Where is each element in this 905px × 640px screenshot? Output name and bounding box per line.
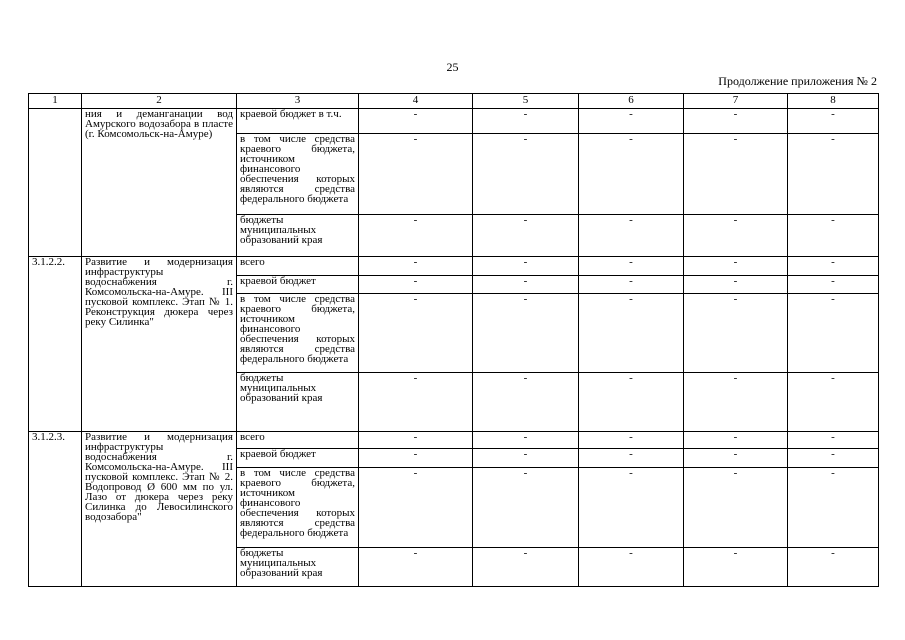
value-cell: - [684, 432, 788, 449]
value-cell: - [684, 548, 788, 587]
funding-source: краевой бюджет в т.ч. [237, 109, 359, 134]
value-cell: - [684, 215, 788, 257]
value-cell: - [359, 109, 473, 134]
table-row [29, 257, 879, 276]
column-header-row [29, 94, 879, 109]
value-cell: - [579, 373, 684, 432]
value-cell: - [579, 257, 684, 276]
item-description: Развитие и модернизация инфраструктуры водоснабжения г. Комсомольска-на-Амуре. III пусковой комплекс. Этап № 2. Водопровод Ø 600 мм по ул. Лазо от дюкера через реку Силинка до Левосилинского водозабора" [82, 432, 237, 587]
value-cell: - [788, 373, 879, 432]
page-number: 25 [446, 60, 459, 74]
value-cell: - [473, 276, 579, 294]
value-cell: - [788, 432, 879, 449]
value-cell: - [473, 257, 579, 276]
column-header: 1 [29, 94, 82, 109]
column-header: 7 [684, 94, 788, 109]
funding-source: бюджеты муниципальных образований края [237, 215, 359, 257]
column-header: 3 [237, 94, 359, 109]
value-cell: - [579, 449, 684, 468]
value-cell: - [359, 373, 473, 432]
value-cell: - [473, 109, 579, 134]
value-cell: - [359, 432, 473, 449]
column-header: 4 [359, 94, 473, 109]
value-cell: - [684, 468, 788, 548]
value-cell: - [579, 109, 684, 134]
funding-source: всего [237, 432, 359, 449]
value-cell: - [684, 257, 788, 276]
value-cell: - [788, 257, 879, 276]
value-cell: - [473, 294, 579, 373]
value-cell: - [788, 548, 879, 587]
value-cell: - [684, 276, 788, 294]
value-cell: - [359, 276, 473, 294]
item-number [29, 109, 82, 257]
value-cell: - [473, 432, 579, 449]
value-cell: - [684, 109, 788, 134]
value-cell: - [788, 294, 879, 373]
funding-source: всего [237, 257, 359, 276]
funding-source: бюджеты муниципальных образований края [237, 548, 359, 587]
column-header: 6 [579, 94, 684, 109]
continuation-label: Продолжение приложения № 2 [718, 74, 877, 88]
value-cell: - [359, 257, 473, 276]
value-cell: - [684, 449, 788, 468]
value-cell: - [359, 294, 473, 373]
value-cell: - [788, 449, 879, 468]
funding-source: бюджеты муниципальных образований края [237, 373, 359, 432]
value-cell: - [579, 468, 684, 548]
value-cell: - [788, 468, 879, 548]
item-number: 3.1.2.3. [29, 432, 82, 587]
funding-source: в том числе средства краевого бюджета, источником финансового обеспечения которых являются средства федерального бюджета [237, 468, 359, 548]
value-cell: - [359, 449, 473, 468]
value-cell: - [684, 373, 788, 432]
value-cell: - [579, 215, 684, 257]
value-cell: - [473, 548, 579, 587]
item-number: 3.1.2.2. [29, 257, 82, 432]
value-cell: - [473, 468, 579, 548]
value-cell: - [359, 215, 473, 257]
value-cell: - [788, 134, 879, 215]
value-cell: - [579, 276, 684, 294]
value-cell: - [579, 548, 684, 587]
table-row [29, 432, 879, 449]
value-cell: - [788, 109, 879, 134]
value-cell: - [473, 449, 579, 468]
funding-source: краевой бюджет [237, 449, 359, 468]
column-header: 5 [473, 94, 579, 109]
funding-source: краевой бюджет [237, 276, 359, 294]
value-cell: - [788, 215, 879, 257]
value-cell: - [579, 432, 684, 449]
item-description: Развитие и модернизация инфраструктуры водоснабжения г. Комсомольска-на-Амуре. III пусковой комплекс. Этап № 1. Реконструкция дюкера через реку Силинка" [82, 257, 237, 432]
value-cell: - [473, 215, 579, 257]
table-row [29, 109, 879, 134]
value-cell: - [359, 468, 473, 548]
funding-source: в том числе средства краевого бюджета, источником финансового обеспечения которых являются средства федерального бюджета [237, 294, 359, 373]
item-description: ния и деманганации вод Амурского водозабора в пласте (г. Комсомольск-на-Амуре) [82, 109, 237, 257]
column-header: 2 [82, 94, 237, 109]
value-cell: - [359, 548, 473, 587]
value-cell: - [788, 276, 879, 294]
value-cell: - [684, 294, 788, 373]
budget-table [28, 93, 879, 587]
value-cell: - [473, 134, 579, 215]
value-cell: - [579, 294, 684, 373]
column-header: 8 [788, 94, 879, 109]
value-cell: - [359, 134, 473, 215]
value-cell: - [579, 134, 684, 215]
value-cell: - [473, 373, 579, 432]
value-cell: - [684, 134, 788, 215]
funding-source: в том числе средства краевого бюджета, источником финансового обеспечения которых являются средства федерального бюджета [237, 134, 359, 215]
